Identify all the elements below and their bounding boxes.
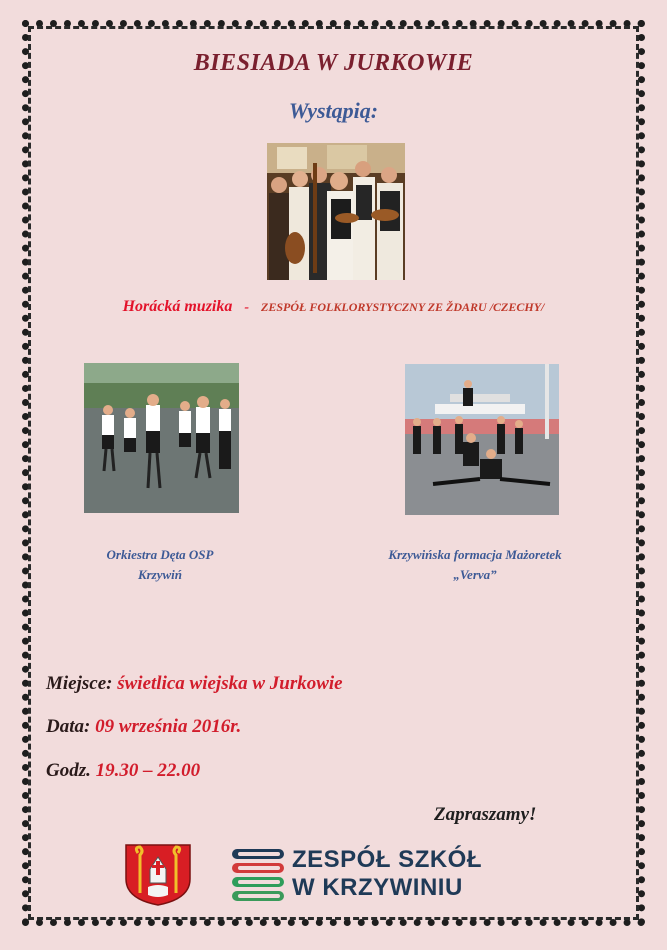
main-performer-name: Horácká muzika	[122, 298, 233, 315]
place-label: Miejsce:	[46, 673, 113, 694]
orchestra-caption	[70, 545, 250, 585]
performers-heading: Wystąpią:	[288, 98, 379, 123]
time-label: Godz.	[46, 760, 91, 781]
school-books-logo-icon	[228, 847, 288, 905]
performer-separator: -	[244, 300, 250, 315]
time-value: 19.30 – 22.00	[95, 760, 201, 781]
folk-band-photo	[267, 143, 405, 280]
event-date	[46, 716, 241, 738]
municipality-crest-icon	[124, 843, 192, 906]
majorettes-caption	[365, 545, 585, 585]
date-label: Data:	[46, 716, 91, 737]
orchestra-caption-line2: Krzywiń	[137, 567, 183, 582]
poster-title: BIESIADA W JURKOWIE	[193, 50, 474, 76]
majorettes-photo	[405, 364, 559, 515]
orchestra-photo	[84, 363, 239, 513]
invitation-text: Zapraszamy!	[434, 804, 537, 825]
school-name	[292, 846, 482, 902]
main-performer-line	[0, 298, 667, 316]
school-name-line1: ZESPÓŁ SZKÓŁ	[292, 846, 483, 873]
place-value: świetlica wiejska w Jurkowie	[117, 673, 343, 694]
majorettes-caption-line2: „Verva”	[453, 567, 497, 582]
orchestra-caption-line1: Orkiestra Dęta OSP	[106, 547, 214, 562]
date-value: 09 września 2016r.	[95, 716, 242, 737]
majorettes-caption-line1: Krzywińska formacja Mażoretek	[388, 547, 562, 562]
event-place	[46, 673, 343, 695]
school-name-line2: W KRZYWINIU	[292, 874, 463, 901]
main-performer-description: ZESPÓŁ FOLKLORYSTYCZNY ZE ŽDARU /CZECHY/	[261, 300, 545, 314]
event-time	[46, 760, 200, 782]
